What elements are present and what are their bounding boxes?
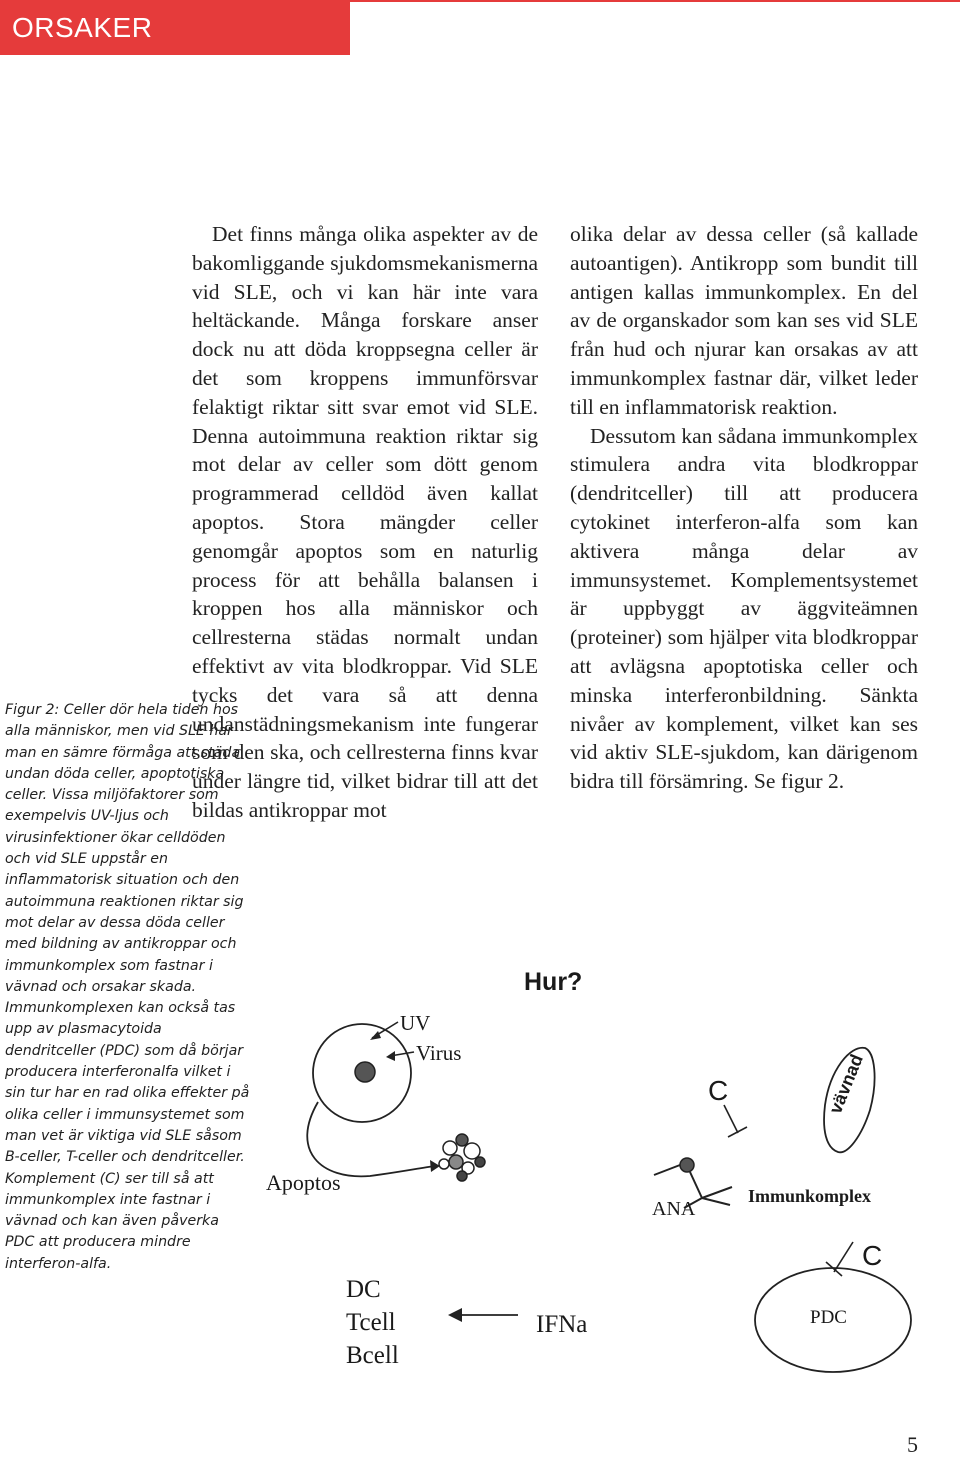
figure-caption <box>5 700 250 1275</box>
apoptotic-body-cluster <box>439 1134 485 1181</box>
label-ifna: IFNa <box>536 1311 588 1338</box>
cell-nucleus <box>355 1062 375 1082</box>
ifna-arrowhead <box>448 1308 462 1322</box>
body-paragraph: olika delar av dessa celler (så kallade autoantigen). Antikropp som bundit till antigen kallas immunkomplex. En del av de organskador som kan ses vid SLE från hud och njurar kan orsakas av att immunkomplex fastnar där, vilket leder till en inflammatorisk reaktion. <box>570 222 918 419</box>
curve-arrowhead <box>430 1160 440 1172</box>
figure-2-diagram <box>250 940 940 1410</box>
label-dc: DC <box>346 1276 381 1303</box>
page-number: 5 <box>907 1432 918 1457</box>
body-paragraph: Dessutom kan sådana immunkomplex stimulera andra vita blodkroppar (dendritceller) till att producera cytokinet interferon-alfa som kan aktivera många delar av immunsystemet. Komplementsystemet är uppbyggt av äggviteämnen (proteiner) som hjälper vita blodkroppar att avlägsna apoptotiska celler och minska interferonbildning. Sänkta nivåer av komplement, vilket kan ses vid aktiv SLE-sjukdom, kan därigenom bidra till försämring. Se figur 2. <box>570 423 918 794</box>
label-tcell: Tcell <box>346 1309 396 1336</box>
c-top-inhibit-bar <box>728 1127 747 1137</box>
label-apoptos: Apoptos <box>266 1170 341 1195</box>
section-title: ORSAKER <box>12 12 153 43</box>
cell-to-apoptos-curve <box>307 1102 435 1176</box>
section-header-band <box>0 0 350 55</box>
label-uv: UV <box>400 1011 431 1035</box>
label-vavnad: vävnad <box>825 1051 867 1117</box>
label-immunkomplex: Immunkomplex <box>748 1186 872 1206</box>
uv-arrowhead <box>370 1031 381 1040</box>
body-paragraph: Det finns många olika aspekter av de bakomliggande sjukdomsmekanismerna vid SLE, och vi kan här inte vara heltäckande. Många forskare anser dock nu att döda kroppsegna celler är det som kroppens immunförsvar felaktigt riktar sitt svar emot vid SLE. Denna autoimmuna reaktion riktar sig mot delar av celler som dött genom programmerad celldöd även kallat apoptos. Stora mängder celler genomgår apoptos som en naturlig process för att behålla balansen i kroppen hos alla människor och cellresterna städas normalt undan effektivt av vita blodkroppar. Vid SLE tycks det vara så att denna undanstädningsmekanism inte fungerar som den ska, och cellresterna finns kvar under längre tid, vilket bidrar till att det bildas antikroppar mot <box>192 222 538 822</box>
label-c-bottom: C <box>862 1240 883 1271</box>
c-top-inhibit-line <box>724 1105 738 1133</box>
body-column-right <box>570 220 918 796</box>
label-hur: Hur? <box>524 968 583 996</box>
label-pdc: PDC <box>810 1307 847 1328</box>
figure-caption-text: Figur 2: Celler dör hela tiden hos alla människor, men vid SLE har man en sämre förmåga att städa undan döda celler, apoptotiska celler. Vissa miljöfaktorer som exempelvis UV-ljus och virusinfektioner ökar celldöden och vid SLE uppstår en inflammatorisk situation och den autoimmuna reaktionen riktar sig mot delar av dessa döda celler med bildning av antikroppar och immunkomplex som fastnar i vävnad och orsakar skada. Immunkomplexen kan också tas upp av plasmacytoida dendritceller (PDC) som då börjar producera interferonalfa vilket i sin tur har en rad olika effekter på olika celler i immunsystemet som man vet är viktiga vid SLE såsom B-celler, T-celler och dendritceller. Komplement (C) ser till så att immunkomplex inte fastnar i vävnad och kan även påverka PDC att producera mindre interferon-alfa. <box>5 702 250 1272</box>
label-virus: Virus <box>416 1041 462 1065</box>
label-bcell: Bcell <box>346 1342 399 1369</box>
virus-arrowhead <box>386 1051 395 1061</box>
header-rule <box>350 0 960 55</box>
label-c-top: C <box>708 1075 729 1106</box>
label-ana: ANA <box>652 1198 696 1220</box>
